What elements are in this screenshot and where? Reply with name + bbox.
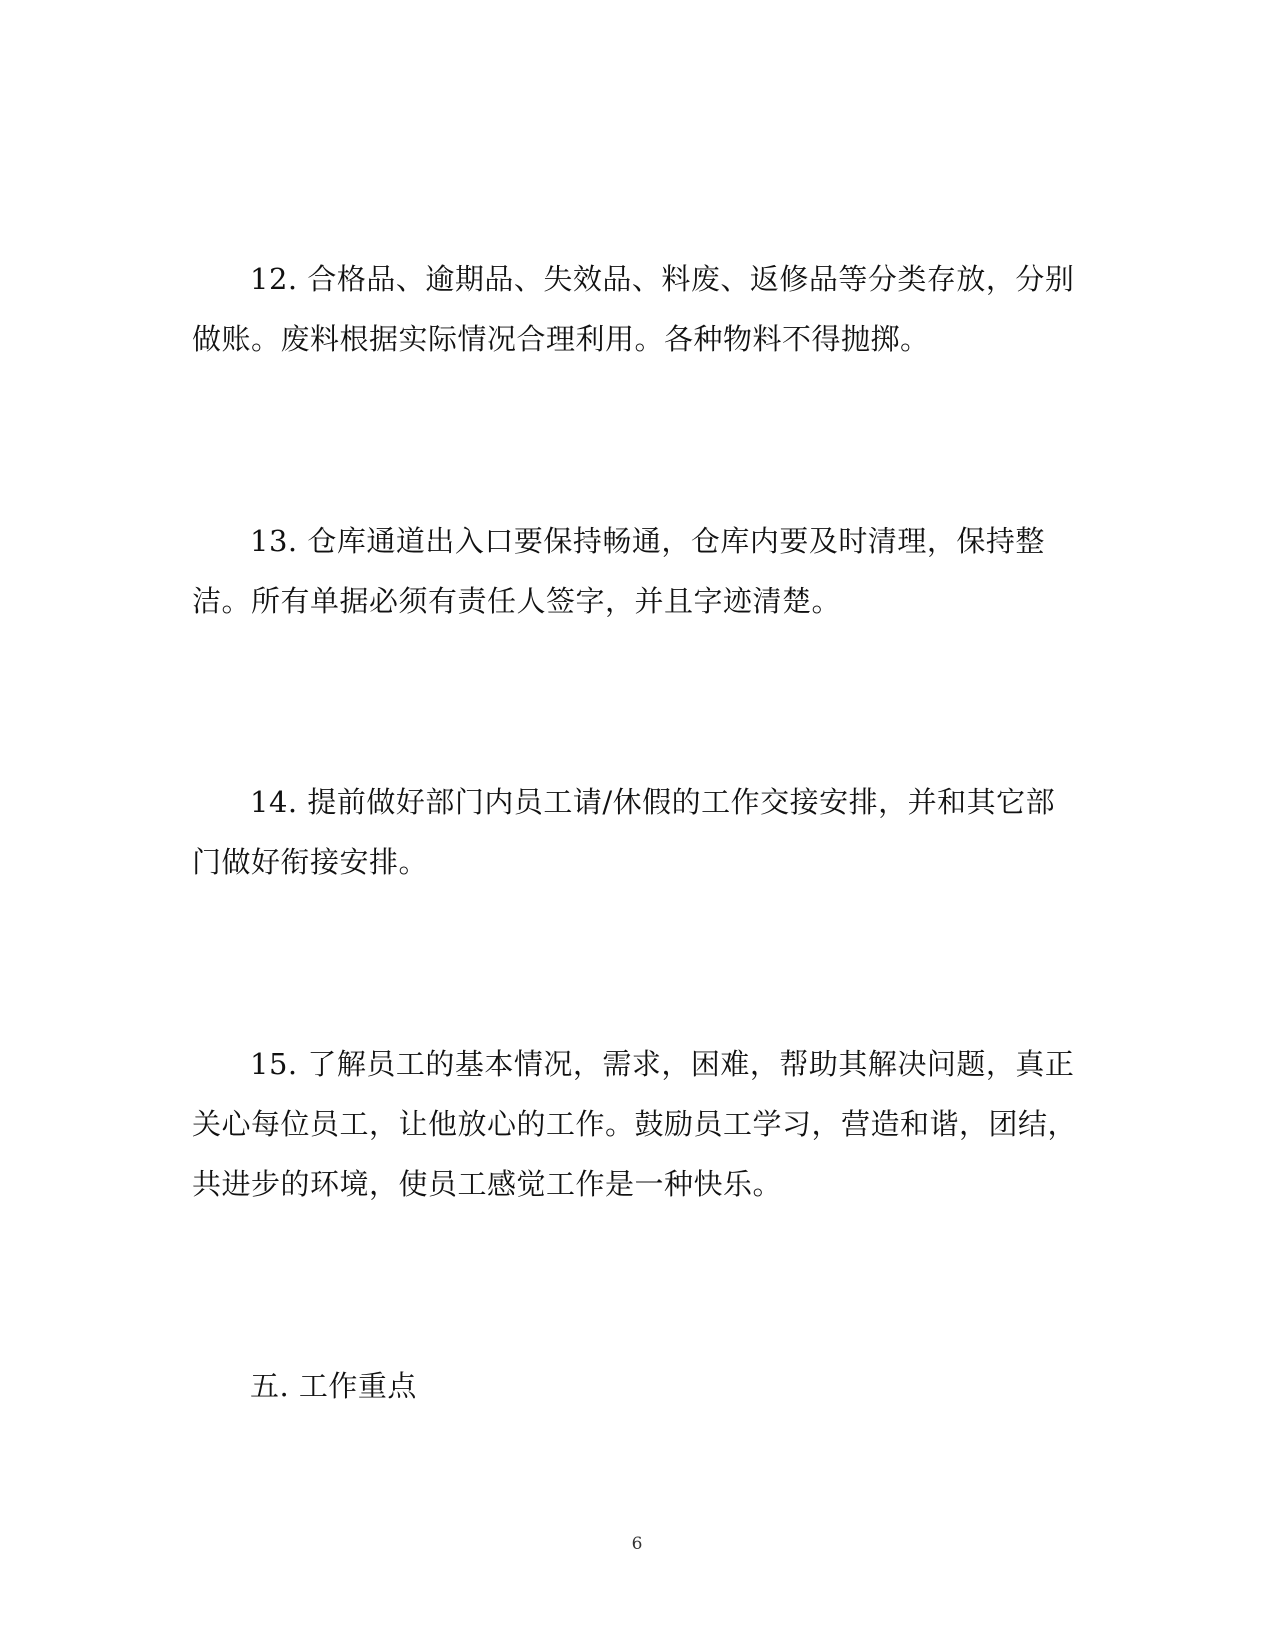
paragraph-item-15: 15. 了解员工的基本情况，需求，困难，帮助其解决问题，真正关心每位员工，让他放心的工作。鼓励员工学习，营造和谐，团结，共进步的环境，使员工感觉工作是一种快乐。 [192,1047,1078,1201]
page-number: 6 [631,1534,643,1554]
paragraph-item-12: 12. 合格品、逾期品、失效品、料废、返修品等分类存放，分别做账。废料根据实际情况合理利用。各种物料不得抛掷。 [192,262,1075,356]
section-heading: 五. 工作重点 [250,1369,417,1403]
paragraph-item-14: 14. 提前做好部门内员工请/休假的工作交接安排，并和其它部门做好衔接安排。 [192,785,1056,879]
paragraph-item-13: 13. 仓库通道出入口要保持畅通，仓库内要及时清理，保持整洁。所有单据必须有责任人签字，并且字迹清楚。 [192,524,1045,618]
